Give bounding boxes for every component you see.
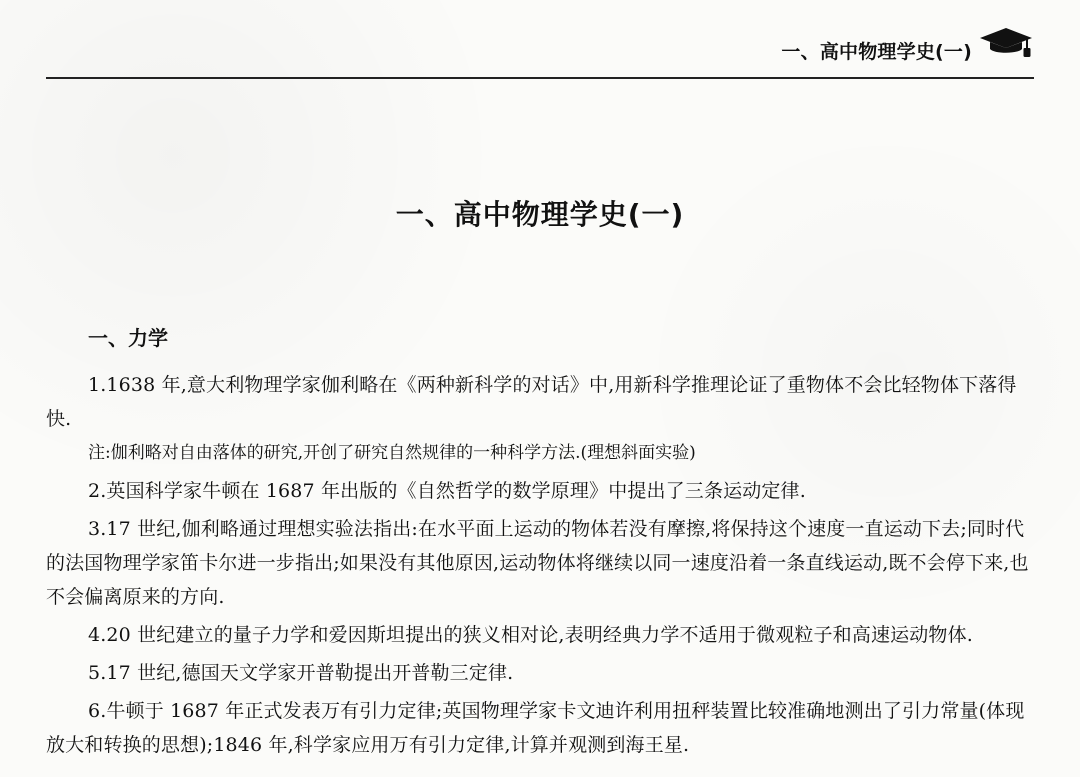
header-divider xyxy=(46,77,1034,79)
paragraph-3: 3.17 世纪,伽利略通过理想实验法指出:在水平面上运动的物体若没有摩擦,将保持这个速度一直运动下去;同时代的法国物理学家笛卡尔进一步指出;如果没有其他原因,运动物体将继续以同一速度沿着一条直线运动,既不会停下来,也不会偏离原来的方向. xyxy=(46,518,1029,608)
bleed-through-text xyxy=(110,245,115,264)
paragraph-1: 1.1638 年,意大利物理学家伽利略在《两种新科学的对话》中,用新科学推理论证了重物体不会比轻物体下落得快. xyxy=(46,374,1017,430)
main-content xyxy=(46,368,1036,766)
running-header-title: 一、高中物理学史(一) xyxy=(781,41,972,63)
note-text: 注:伽利略对自由落体的研究,开创了研究自然规律的一种科学方法.(理想斜面实验) xyxy=(88,443,696,463)
paragraph-5: 5.17 世纪,德国天文学家开普勒提出开普勒三定律. xyxy=(88,662,514,684)
bleed-through-text xyxy=(110,170,115,189)
bleed-through-text xyxy=(120,118,125,137)
paragraph-4: 4.20 世纪建立的量子力学和爱因斯坦提出的狭义相对论,表明经典力学不适用于微观粒子和高速运动物体. xyxy=(88,624,973,646)
paragraph-2: 2.英国科学家牛顿在 1687 年出版的《自然哲学的数学原理》中提出了三条运动定律. xyxy=(88,480,806,502)
page-title: 一、高中物理学史(一) xyxy=(395,198,685,231)
paragraph-6: 6.牛顿于 1687 年正式发表万有引力定律;英国物理学家卡文迪许利用扭秤装置比较准确地测出了引力常量(体现放大和转换的思想);1846 年,科学家应用万有引力定律,计算并观测到海王星. xyxy=(46,700,1025,756)
graduation-cap-icon xyxy=(976,24,1036,62)
section-title: 一、力学 xyxy=(88,326,168,350)
